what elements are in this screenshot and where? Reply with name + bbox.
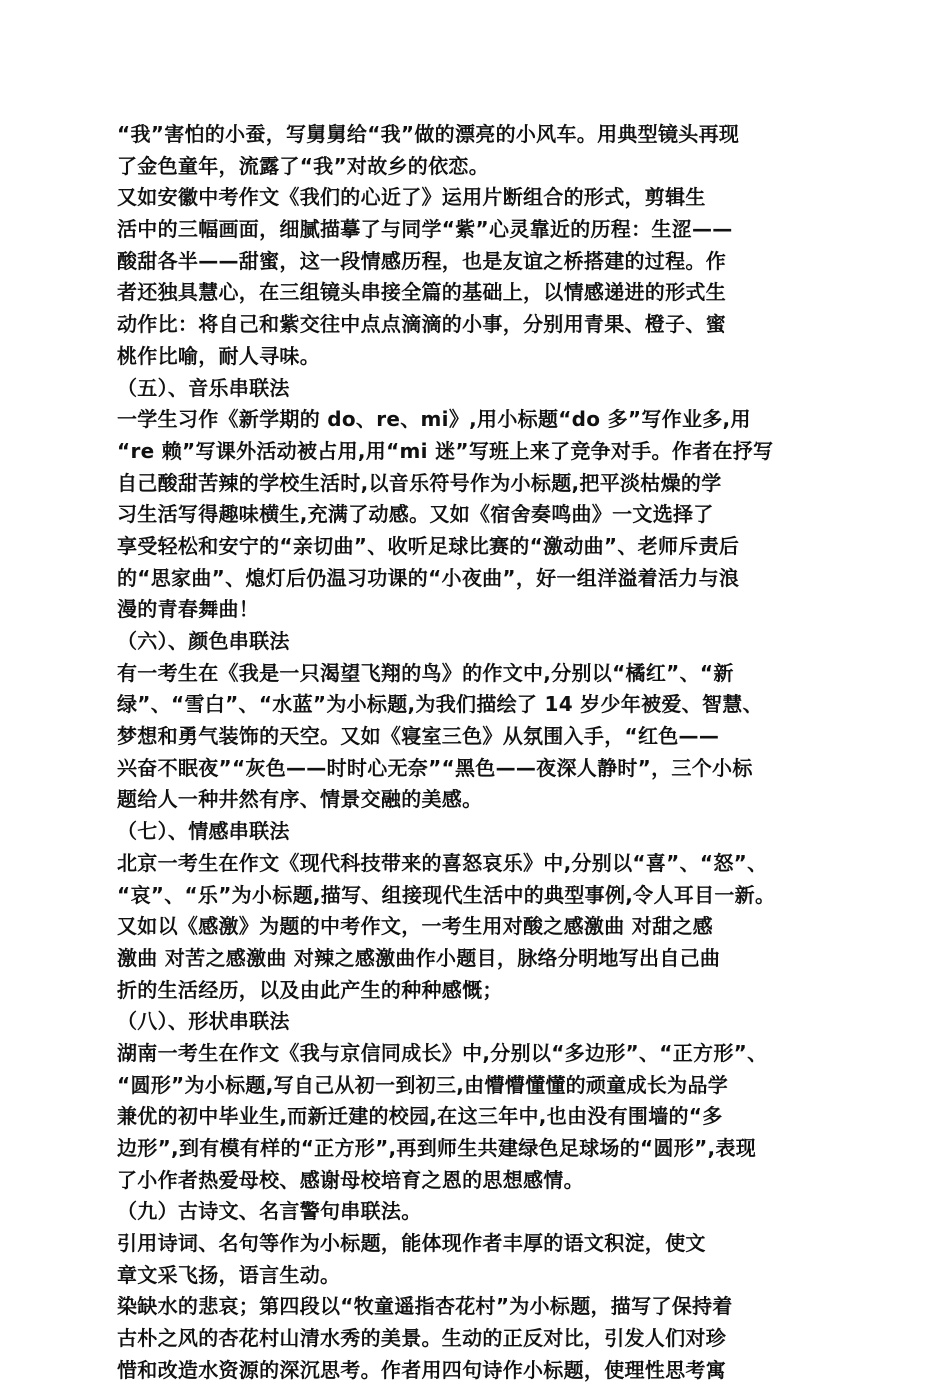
text-line: 的“思家曲”、熄灯后仍温习功课的“小夜曲”，好一组洋溢着活力与浪 [117,565,740,590]
text-line: 又如安徽中考作文《我们的心近了》运用片断组合的形式，剪辑生 [117,185,706,210]
section-heading: （五）、音乐串联法 [117,375,290,400]
text-line: 享受轻松和安宁的“亲切曲”、收听足球比赛的“激动曲”、老师斥责后 [117,533,740,558]
text-line: “哀”、“乐”为小标题,描写、组接现代生活中的典型事例,令人耳目一新。 [117,882,776,907]
text-line: 自己酸甜苦辣的学校生活时,以音乐符号作为小标题,把平淡枯燥的学 [117,470,722,495]
text-line: 激曲 对苦之感激曲 对辣之感激曲作小题目，脉络分明地写出自己曲 [117,945,721,970]
text-line: 北京一考生在作文《现代科技带来的喜怒哀乐》中,分别以“喜”、“怒”、 [117,850,768,875]
section-heading: （九）古诗文、名言警句串联法。 [117,1199,422,1224]
text-line: 了小作者热爱母校、感谢母校培育之恩的思想感情。 [117,1167,584,1192]
text-line: 兼优的初中毕业生,而新迁建的校园,在这三年中,也由没有围墙的“多 [117,1104,723,1129]
text-line: 边形”,到有模有样的“正方形”,再到师生共建绿色足球场的“圆形”,表现 [117,1136,757,1160]
text-line: 绿”、“雪白”、“水蓝”为小标题,为我们描绘了 14 岁少年被爱、智慧、 [117,692,763,717]
text-line: 染缺水的悲哀；第四段以“牧童遥指杏花村”为小标题，描写了保持着 [117,1294,733,1319]
text-line: 活中的三幅画面，细腻描摹了与同学“紫”心灵靠近的历程：生涩—— [117,217,733,242]
section-heading: （七）、情感串联法 [117,819,290,844]
text-line: 动作比：将自己和紫交往中点点滴滴的小事，分别用青果、橙子、蜜 [117,312,726,337]
text-line: “圆形”为小标题,写自己从初一到初三,由懵懵懂懂的顽童成长为品学 [117,1072,729,1097]
text-line: 章文采飞扬，语言生动。 [117,1262,341,1287]
text-line: 兴奋不眠夜”“灰色——时时心无奈”“黑色——夜深人静时”，三个小标 [117,755,753,780]
text-line: 引用诗词、名句等作为小标题，能体现作者丰厚的语文积淀，使文 [117,1231,706,1256]
text-line: 题给人一种井然有序、情景交融的美感。 [117,787,483,812]
text-line: 桃作比喻，耐人寻味。 [117,343,320,368]
text-line: 湖南一考生在作文《我与京信同成长》中,分别以“多边形”、“正方形”、 [117,1040,768,1065]
text-line: 习生活写得趣味横生,充满了动感。又如《宿舍奏鸣曲》一文选择了 [117,502,714,527]
text-line: 古朴之风的杏花村山清水秀的美景。生动的正反对比，引发人们对珍 [117,1326,726,1351]
text-line: 惜和改造水资源的深沉思考。作者用四句诗作小标题，使理性思考寓 [117,1357,726,1382]
text-line: 者还独具慧心，在三组镜头串接全篇的基础上，以情感递进的形式生 [117,280,726,305]
text-line: “我”害怕的小蚕，写舅舅给“我”做的漂亮的小风车。用典型镜头再现 [117,122,740,146]
section-heading: （六）、颜色串联法 [117,629,290,653]
text-line: 有一考生在《我是一只渴望飞翔的鸟》的作文中,分别以“橘红”、“新 [117,660,734,685]
text-line: 酸甜各半——甜蜜，这一段情感历程，也是友谊之桥搭建的过程。作 [117,248,726,273]
text-line: 折的生活经历，以及由此产生的种种感慨； [117,977,503,1002]
text-line: “re 赖”写课外活动被占用,用“mi 迷”写班上来了竞争对手。作者在抒写 [117,438,774,463]
section-heading: （八）、形状串联法 [117,1009,290,1034]
document-body [117,119,842,1387]
text-line: 又如以《感激》为题的中考作文，一考生用对酸之感激曲 对甜之感 [117,914,713,939]
text-line: 了金色童年，流露了“我”对故乡的依恋。 [117,153,489,178]
text-line: 梦想和勇气装饰的天空。又如《寝室三色》从氛围入手，“红色—— [117,724,720,749]
text-line: 漫的青春舞曲！ [117,597,260,622]
text-line: 一学生习作《新学期的 do、re、mi》,用小标题“do 多”写作业多,用 [117,407,751,432]
